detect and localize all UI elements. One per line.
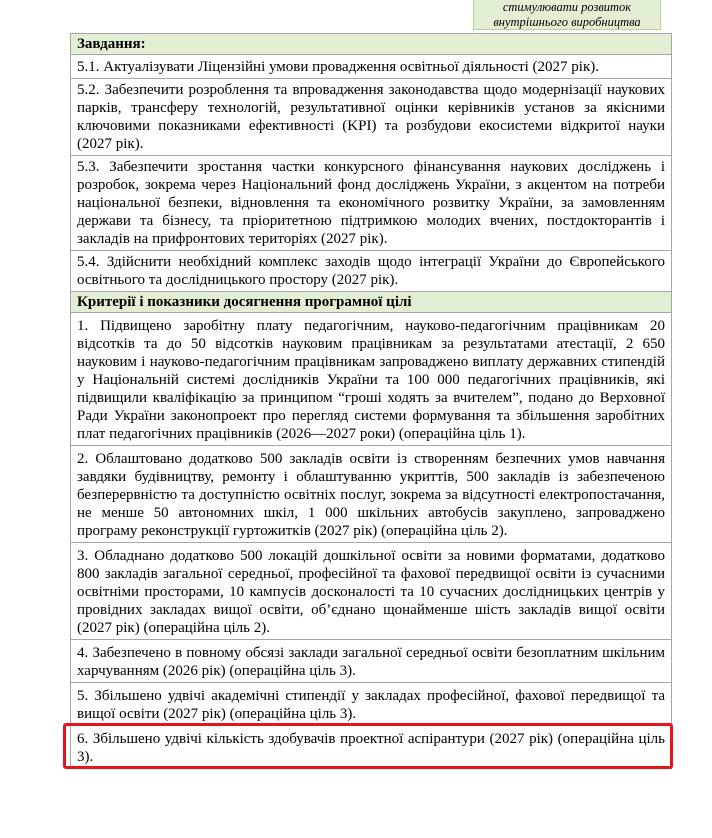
criteria-item: 6. Збільшено удвічі кількість здобувачів проектної аспірантури (2027 рік) (операційна ціль 3). bbox=[71, 726, 671, 769]
section-heading-criteria: Критерії і показники досягнення програмної цілі bbox=[71, 292, 671, 313]
section-heading-tasks: Завдання: bbox=[71, 34, 671, 55]
goal-tag-box bbox=[473, 0, 661, 30]
highlight-box bbox=[63, 723, 673, 769]
document-table bbox=[70, 33, 672, 769]
goal-tag-line: стимулювати розвиток bbox=[502, 0, 632, 14]
task-item: 5.3. Забезпечити зростання частки конкурсного фінансування наукових досліджень і розробок, зокрема через Національний фонд досліджень України, з акцентом на потреби національної безпеки, відновлення та економічного розвитку України, за замовленням держави та бізнесу, та пріоритетною підтримкою молодих вчених, постдокторантів і закладів на прифронтових територіях (2027 рік). bbox=[71, 156, 671, 251]
task-item: 5.4. Здійснити необхідний комплекс заходів щодо інтеграції України до Європейського освітнього та дослідницького простору (2027 рік). bbox=[71, 251, 671, 292]
criteria-item: 4. Забезпечено в повному обсязі заклади загальної середньої освіти безоплатним шкільним харчуванням (2026 рік) (операційна ціль 3). bbox=[71, 640, 671, 683]
criteria-item: 2. Облаштовано додатково 500 закладів освіти із створенням безпечних умов навчання завдяки будівництву, ремонту і облаштуванню укриттів, 500 закладів із забезпеченою безперервністю та доступністю освітніх послуг, зокрема за відсутності електропостачання, не менше 50 автономних шкіл, 1 000 шкільних автобусів закуплено, запроваджено програму реконструкції гуртожитків (2027 рік) (операційна ціль 2). bbox=[71, 446, 671, 543]
criteria-item-highlighted: 5. Збільшено удвічі академічні стипендії у закладах професійної, фахової передвищої та вищої освіти (2027 рік) (операційна ціль 3). bbox=[71, 683, 671, 726]
task-item: 5.2. Забезпечити розроблення та впровадження законодавства щодо модернізації наукових парків, трансферу технологій, результативної оцінки керівників установ за якісними ключовими показниками ефективності (KPI) та розбудови екосистеми відкритої науки (2027 рік). bbox=[71, 79, 671, 156]
criteria-item: 3. Обладнано додатково 500 локацій дошкільної освіти за новими форматами, додатково 800 закладів загальної середньої, професійної та фахової передвищої освіти із сучасними освітніми просторами, 10 кампусів досконалості та 10 сучасних дослідницьких центрів у провідних закладах вищої освіти, об’єднано щонайменше шість закладів вищої освіти (2027 рік) (операційна ціль 2). bbox=[71, 543, 671, 640]
task-item: 5.1. Актуалізувати Ліцензійні умови провадження освітньої діяльності (2027 рік). bbox=[71, 55, 671, 79]
goal-tag-line: внутрішнього виробництва bbox=[493, 15, 641, 29]
criteria-item: 1. Підвищено заробітну плату педагогічним, науково-педагогічним працівникам 20 відсотків та до 50 відсотків науковим працівникам за результатами атестації, 2 650 науковим і науково-педагогічним працівникам запроваджено виплату державних стипендій у Національній системі дослідників України та 100 000 педагогічних працівників, які підвищили кваліфікацію за принципом “гроші ходять за вчителем”, подано до Верховної Ради України законопроект про перегляд системи формування та збільшення заробітних плат педагогічних працівників (2026—2027 роки) (операційна ціль 1). bbox=[71, 313, 671, 446]
